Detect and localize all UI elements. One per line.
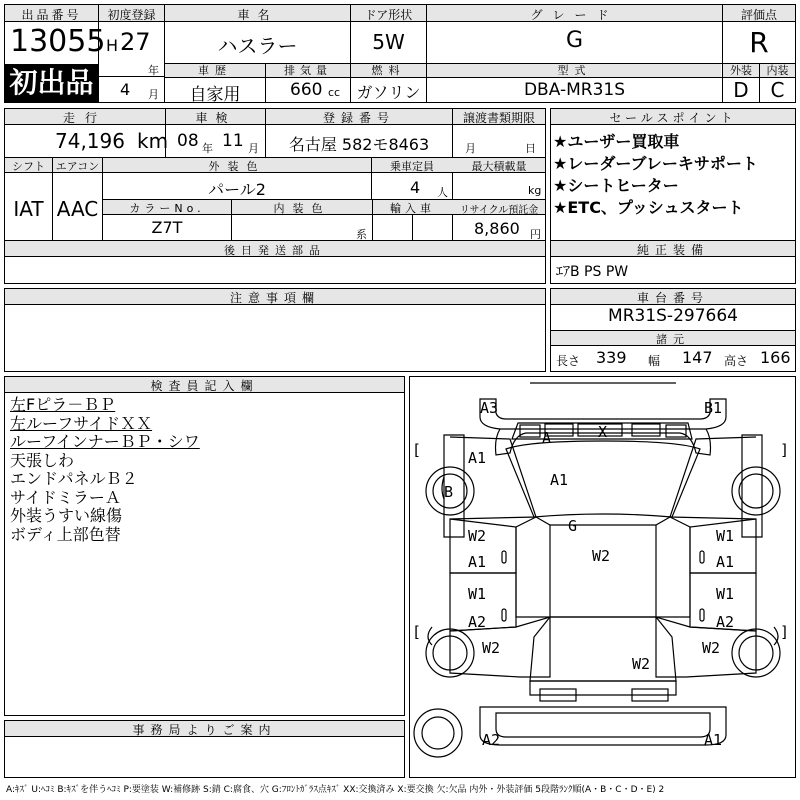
diagram-mark: G [568,517,578,535]
displacement-unit: cc [328,86,341,99]
diagram-mark: A2 [716,613,735,631]
inspector-notes-label: 検査員記入欄 [150,379,259,393]
registration-year: 27 [120,28,151,56]
mileage: 74,196 [55,129,125,153]
height-value: 166 [760,348,791,367]
history: 自家用 [189,85,241,105]
era-label: H [106,36,119,55]
transfer-month-unit: 月 [465,142,476,155]
diagram-mark: A1 [468,553,487,571]
sales-point-item: ★シートヒーター [553,176,679,195]
max-load-unit: kg [528,184,542,197]
plate-label: 登録番号 [322,111,395,125]
first-registration-label: 初度登録 [107,8,156,22]
lot-number-label: 出品番号 [21,8,82,22]
diagram-mark: W2 [592,547,611,565]
later-parts-label: 後日発送部品 [224,244,326,257]
inspector-note-line: ボディ上部色替 [10,524,121,544]
diagram-mark: X [598,423,608,441]
chassis-label: 車台番号 [636,291,709,305]
displacement-label: 排気量 [284,64,332,77]
legend-text: A:ｷｽﾞ U:ﾍｺﾐ B:ｷｽﾞを伴うﾍｺﾐ P:要塗装 W:補修跡 S:錆 C:腐食、穴 G:ﾌﾛﾝﾄｶﾞﾗｽ点ｷｽﾞ XX:交換済み X:要交換 欠:欠品 内外・外装評価 5段階ﾗﾝｸ順(A・B・C・D・E) 2 [6,785,665,795]
inspector-note-line: ルーフインナーＢＰ・シワ [10,432,200,451]
recycle-label: リサイクル預託金 [459,205,539,216]
aircon-value: AAC [56,197,99,221]
mileage-unit: km [137,129,169,153]
displacement: 660 [290,80,323,100]
sales-point-item: ★レーダーブレーキサポート [553,154,758,173]
diagram-mark: A3 [480,399,499,417]
aircon-label: エアコン [55,160,100,173]
grade-label: グレード [530,8,619,22]
sales-points-label: セールスポイント [609,111,737,125]
model-label: 型式 [557,64,592,77]
diagram-bracket: ] [780,623,790,641]
diagram-mark: A2 [468,613,487,631]
recycle-fee: 8,860 [474,219,520,238]
car-name: ハスラー [217,34,298,58]
history-label: 車歴 [198,64,232,77]
equipment-value: ｴｱB PS PW [556,264,629,280]
inspector-note-line: 左ルーフサイドＸＸ [10,413,153,433]
diagram-mark: A2 [482,731,501,749]
max-load-label: 最大積載量 [471,160,527,173]
diagram-mark: A1 [704,731,723,749]
fuel: ガソリン [356,83,421,102]
sales-point-item: ★ETC、プッシュスタート [553,198,744,217]
diagram-bracket: ] [780,441,790,459]
office-info-label: 事務局よりご案内 [132,723,277,737]
plate-number: 名古屋 582モ8463 [288,135,430,154]
interior-score-label: 内装 [766,64,789,77]
capacity: 4 [410,178,421,197]
height-label: 高さ [724,354,749,368]
import-label: 輸入車 [390,202,435,215]
length-label: 長さ [556,354,581,368]
transfer-day-unit: 日 [525,142,536,155]
diagram-mark: W2 [632,655,651,673]
dimensions-label: 諸元 [656,333,690,346]
inspector-note-line: 左Fピラ－ＢＰ [10,395,116,414]
diagram-mark: A [542,429,552,447]
diagram-mark: W2 [702,639,721,657]
diagram-mark: W2 [468,527,487,545]
inspection-label: 車検 [195,111,236,125]
equipment-label: 純正装備 [636,243,709,257]
inspection-month-unit: 月 [248,142,259,155]
exterior-color: パール2 [208,180,266,199]
diagram-mark: W2 [482,639,501,657]
exterior-score-label: 外装 [730,64,752,77]
diagram-mark: B1 [704,399,723,417]
inspection-year: 08 [177,131,199,151]
inspector-note-line: エンドパネルＢ２ [10,469,138,488]
interior-score: C [770,78,785,102]
length-value: 339 [596,348,627,367]
grade: G [565,28,584,53]
exterior-color-label: 外装色 [208,160,266,173]
month-unit: 月 [148,88,159,101]
capacity-unit: 人 [437,186,448,199]
inspection-month: 11 [222,131,244,151]
color-number-label: カラーNo. [129,202,205,215]
score-label: 評価点 [740,8,777,22]
shift-label: シフト [12,160,45,173]
shift-value: IAT [13,197,44,221]
sales-point-item: ★ユーザー買取車 [553,132,680,151]
interior-color-unit: 系 [356,228,367,241]
interior-color-label: 内装色 [273,202,331,215]
exterior-score: D [733,78,749,102]
registration-month: 4 [120,80,131,99]
diagram-bracket: [ [412,441,422,459]
diagram-mark: A1 [716,553,735,571]
diagram-mark: W1 [716,585,735,603]
condition-diagram [409,376,796,778]
year-unit: 年 [148,64,159,77]
inspector-note-line: 外装うすい線傷 [10,506,123,525]
model-code: DBA-MR31S [523,80,626,100]
chassis-number: MR31S-297664 [608,306,738,326]
diagram-mark: W1 [716,527,735,545]
first-listing-badge: 初出品 [5,64,98,102]
car-name-label: 車名 [237,8,278,22]
fuel-label: 燃料 [371,64,406,77]
inspector-note-line: サイドミラーＡ [10,487,121,507]
notes-label: 注意事項欄 [229,291,320,305]
score: R [749,26,769,59]
diagram-bracket: [ [412,623,422,641]
capacity-label: 乗車定員 [390,160,434,173]
diagram-mark: A1 [550,471,569,489]
lot-number: 13055 [10,24,106,59]
mileage-label: 走行 [62,111,107,125]
door-type: 5W [372,30,405,54]
inspector-note-line: 天張しわ [10,450,75,470]
width-value: 147 [682,348,713,367]
diagram-mark: W1 [468,585,487,603]
color-number: Z7T [151,218,183,237]
transfer-deadline-label: 譲渡書類期限 [462,111,535,125]
diagram-mark: B [444,483,454,501]
recycle-unit: 円 [530,228,541,241]
diagram-mark: A1 [468,449,487,467]
inspection-year-unit: 年 [202,142,213,155]
door-type-label: ドア形状 [364,8,413,22]
width-label: 幅 [648,354,661,368]
